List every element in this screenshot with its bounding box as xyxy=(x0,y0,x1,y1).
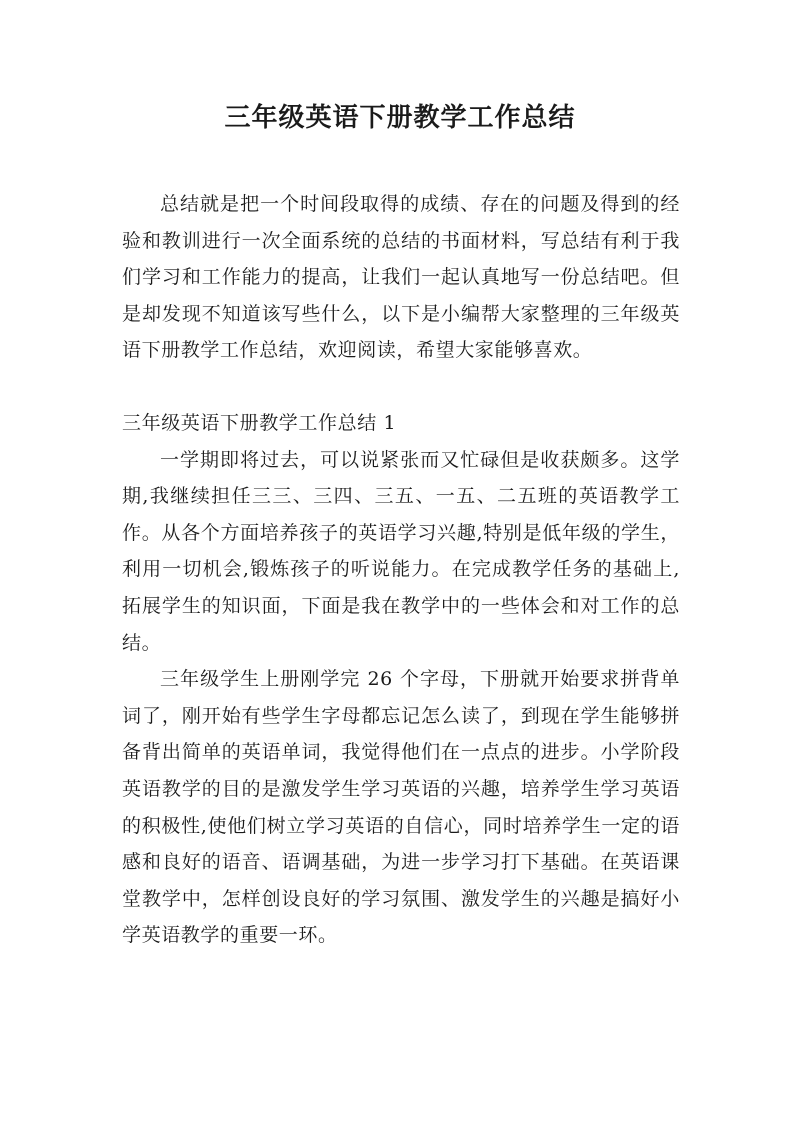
document-title: 三年级英语下册教学工作总结 xyxy=(224,103,576,133)
document-body xyxy=(122,186,680,954)
body-paragraph-2: 三年级学生上册刚学完 26 个字母，下册就开始要求拼背单词了，刚开始有些学生字母都忘记怎么读了，到现在学生能够拼备背出简单的英语单词，我觉得他们在一点点的进步。小学阶段英语教学的目的是激发学生学习英语的兴趣，培养学生学习英语的积极性,使他们树立学习英语的自信心，同时培养学生一定的语感和良好的语音、语调基础，为进一步学习打下基础。在英语课堂教学中，怎样创设良好的学习氛围、激发学生的兴趣是搞好小学英语教学的重要一环。 xyxy=(122,668,680,947)
intro-paragraph: 总结就是把一个时间段取得的成绩、存在的问题及得到的经验和教训进行一次全面系统的总结的书面材料，写总结有利于我们学习和工作能力的提高，让我们一起认真地写一份总结吧。但是却发现不知道该写些什么，以下是小编帮大家整理的三年级英语下册教学工作总结，欢迎阅读，希望大家能够喜欢。 xyxy=(122,193,680,362)
body-paragraph-1: 一学期即将过去，可以说紧张而又忙碌但是收获颇多。这学期,我继续担任三三、三四、三五、一五、二五班的英语教学工作。从各个方面培养孩子的英语学习兴趣,特别是低年级的学生，利用一切机会,锻炼孩子的听说能力。在完成教学任务的基础上,拓展学生的知识面，下面是我在教学中的一些体会和对工作的总结。 xyxy=(122,448,680,654)
paragraph-gap xyxy=(122,369,680,405)
section-heading: 三年级英语下册教学工作总结 1 xyxy=(122,411,397,434)
